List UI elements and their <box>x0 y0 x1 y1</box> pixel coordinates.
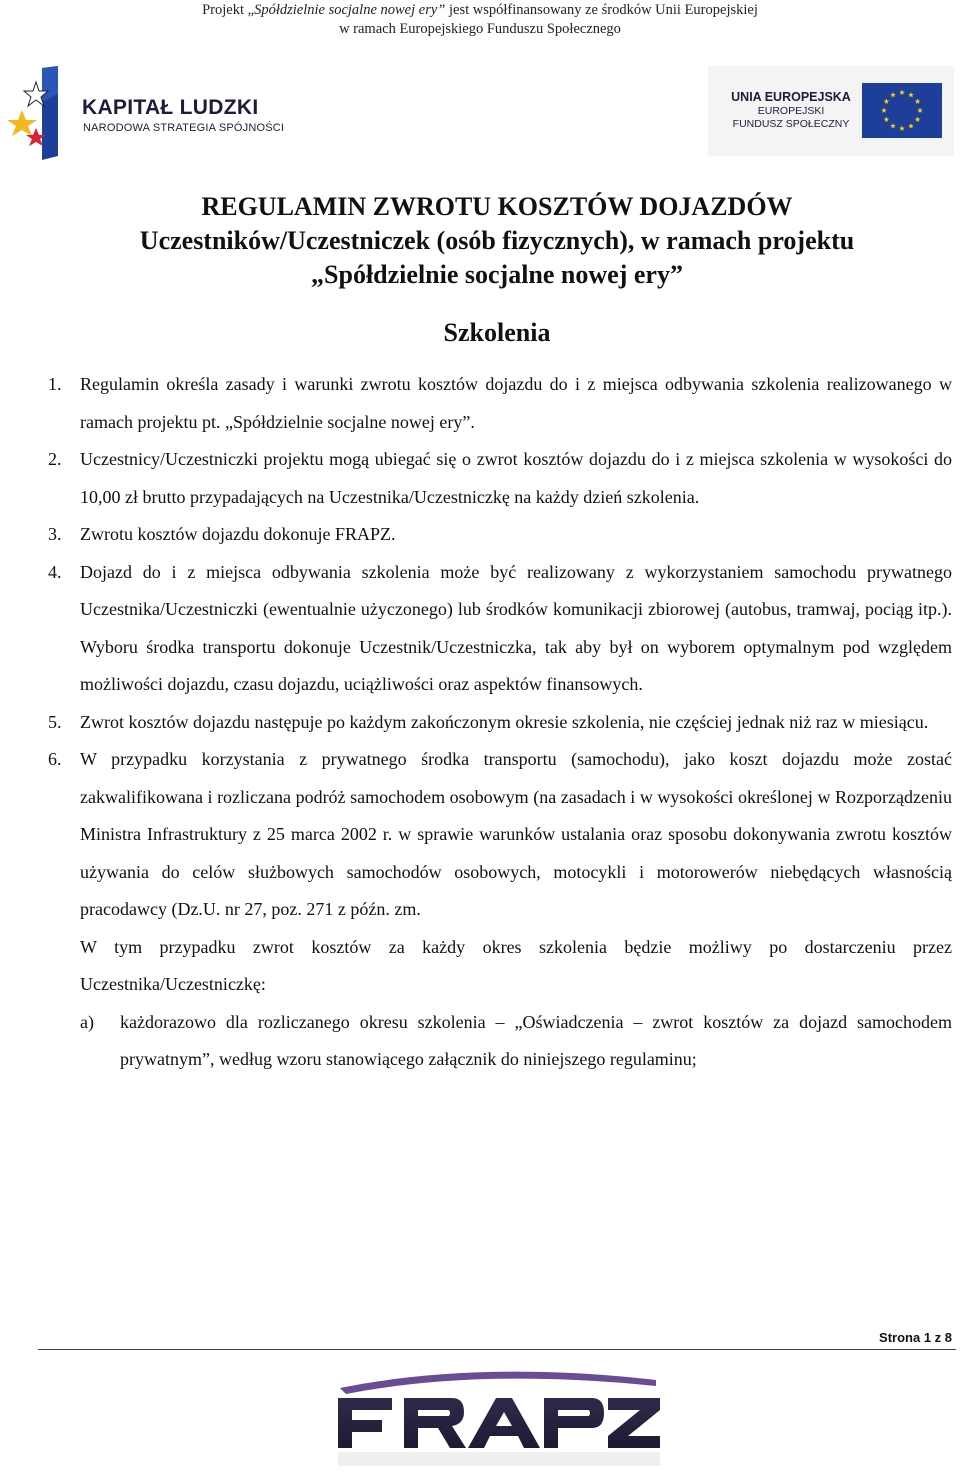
header-line-1: Projekt „Spółdzielnie socjalne nowej ery” jest współfinansowany ze środków Unii Europejskiej <box>202 2 758 18</box>
sub-list-item: a) każdorazowo dla rozliczanego okresu szkolenia – „Oświadczenia – zwrot kosztów za dojazd samochodem prywatnym”, według wzoru stanowiącego załącznik do niniejszego regulaminu; <box>80 1011 952 1069</box>
eu-flag-icon <box>862 83 942 138</box>
footer-divider <box>38 1349 956 1350</box>
header-line-2: w ramach Europejskiego Funduszu Społecznego <box>339 21 621 37</box>
project-header <box>0 0 960 39</box>
page-number: Strona 1 z 8 <box>879 1330 952 1345</box>
list-item: 4. Dojazd do i z miejsca odbywania szkolenia może być realizowany z wykorzystaniem samochodu prywatnego Uczestnika/Uczestniczki (ewentualnie użyczonego) lub środków komunikacji zbiorowej (autobus, tramwaj, pociąg itp.). Wyboru środka transportu dokonuje Uczestnik/Uczestniczka, tak aby był on wyborem optymalnym pod względem możliwości dojazdu, czasu dojazdu, uciążliwości oraz aspektów finansowych. <box>48 561 952 694</box>
list-item: 5. Zwrot kosztów dojazdu następuje po każdym zakończonym okresie szkolenia, nie częściej jednak niż raz w miesiącu. <box>48 711 929 732</box>
kapital-ludzki-logo <box>6 64 296 160</box>
header-project-name: Spółdzielnie socjalne nowej ery” <box>254 2 446 18</box>
list-item: 1. Regulamin określa zasady i warunki zwrotu kosztów dojazdu do i z miejsca odbywania szkolenia realizowanego w ramach projektu pt. „Spółdzielnie socjalne nowej ery”. <box>48 374 952 432</box>
kapital-ludzki-emblem-icon <box>6 64 82 160</box>
frapz-logo <box>330 1362 664 1472</box>
eu-logo <box>708 66 954 156</box>
list-item: 3. Zwrotu kosztów dojazdu dokonuje FRAPZ. <box>48 524 396 544</box>
section-heading: Szkolenia <box>443 318 551 347</box>
title-line-2: Uczestników/Uczestniczek (osób fizycznych), w ramach projektu <box>139 226 855 255</box>
title-line-3: „Spółdzielnie socjalne nowej ery” <box>311 260 683 289</box>
kapital-ludzki-subtitle: NARODOWA STRATEGIA SPÓJNOŚCI <box>83 122 285 134</box>
title-line-1: REGULAMIN ZWROTU KOSZTÓW DOJAZDÓW <box>201 192 793 221</box>
eu-logo-line-3: FUNDUSZ SPOŁECZNY <box>732 118 850 130</box>
list-item: 2. Uczestnicy/Uczestniczki projektu mogą ubiegać się o zwrot kosztów dojazdu do i z miejsca szkolenia w wysokości do 10,00 zł brutto przypadających na Uczestnika/Uczestniczkę na każdy dzień szkolenia. <box>48 449 952 507</box>
list-item: 6. W przypadku korzystania z prywatnego środka transportu (samochodu), jako koszt dojazdu może zostać zakwalifikowana i rozliczana podróż samochodem osobowym (na zasadach i w wysokości określonej w Rozporządzeniu Ministra Infrastruktury z 25 marca 2002 r. w sprawie warunków ustalania oraz sposobu dokonywania zwrotu kosztów używania do celów służbowych samochodów osobowych, motocykli i motorowerów niebędących własnością pracodawcy (Dz.U. nr 27, poz. 271 z późn. zm. <box>48 749 952 919</box>
frapz-logo-icon <box>330 1362 664 1472</box>
eu-logo-text <box>726 90 856 131</box>
document-title <box>0 190 960 292</box>
paragraph: W tym przypadku zwrot kosztów za każdy okres szkolenia będzie możliwy po dostarczeniu przez Uczestnika/Uczestniczkę: <box>80 936 952 994</box>
kapital-ludzki-title: KAPITAŁ LUDZKI <box>82 96 259 119</box>
eu-logo-line-1: UNIA EUROPEJSKA <box>731 90 851 104</box>
eu-logo-line-2: EUROPEJSKI <box>757 105 825 117</box>
regulation-body <box>44 366 952 1079</box>
